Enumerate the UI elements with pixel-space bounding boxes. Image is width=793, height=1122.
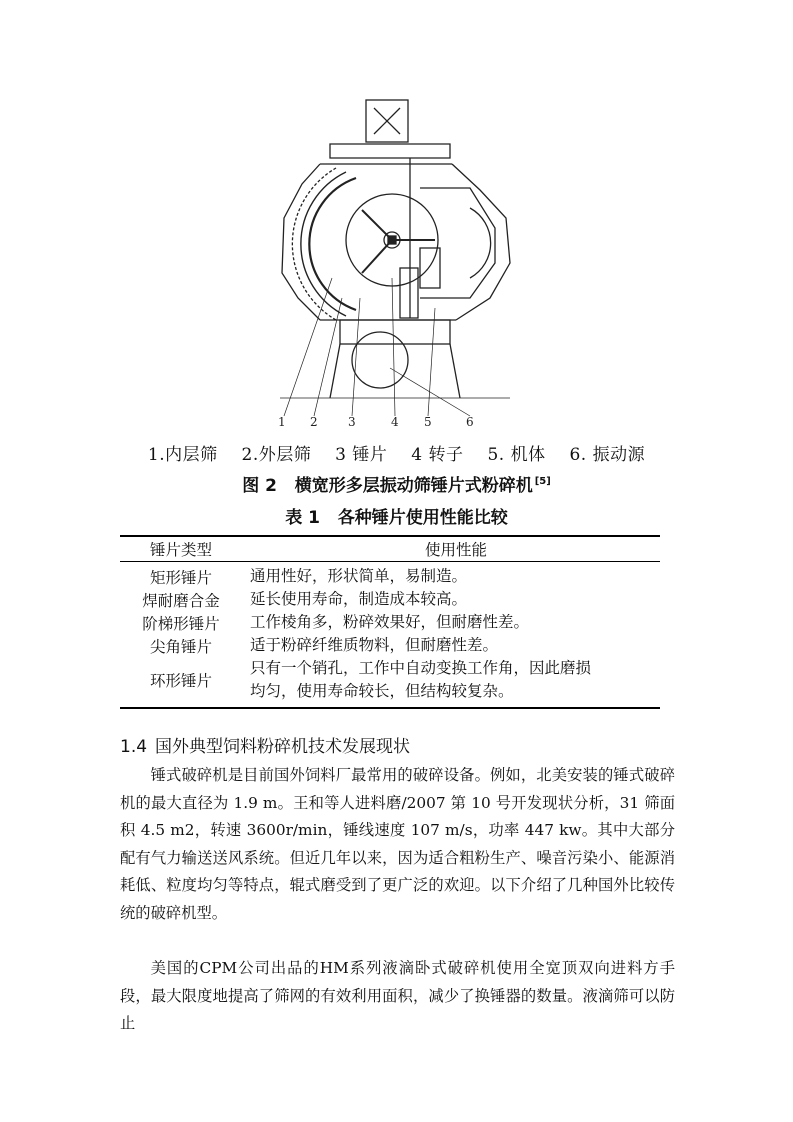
table-row: [120, 611, 660, 634]
figure-caption: [0, 471, 793, 496]
legend-item: 4 转子: [411, 445, 464, 465]
figure-legend: [0, 440, 793, 465]
vibration-source: [352, 332, 408, 388]
outer-screen: [301, 172, 346, 316]
cell-type: 焊耐磨合金: [142, 591, 220, 610]
cell-performance: [242, 657, 660, 708]
legend-item: 6. 振动源: [569, 445, 646, 465]
cell-type: 阶梯形锤片: [142, 614, 220, 633]
table-caption: [0, 503, 793, 528]
figure-caption-title: 横宽形多层振动筛锤片式粉碎机: [294, 476, 533, 496]
body-paragraph: 美国的CPM公司出品的HM系列液滴卧式破碎机使用全宽顶双向进料方手段，最大限度地提高了筛网的有效利用面积，减少了换锤器的数量。液滴筛可以防止: [120, 959, 675, 1032]
cell-type: 环形锤片: [120, 657, 242, 708]
cell-performance: 工作棱角多，粉碎效果好，但耐磨性差。: [250, 613, 530, 631]
hammer-mill-figure: [270, 98, 520, 428]
hammer-mill-drawing: [270, 98, 520, 428]
cell-performance: 通用性好，形状简单，易制造。: [250, 567, 468, 585]
table-header-row: [120, 536, 660, 562]
part-number-6: 6: [466, 415, 474, 428]
cell-performance-line: 只有一个销孔，工作中自动变换工作角，因此磨损: [250, 659, 592, 677]
table-row: [120, 657, 660, 708]
legend-item: 3 锤片: [335, 445, 388, 465]
table-caption-label: 表 1: [285, 508, 320, 528]
section-number: 1.4: [120, 737, 148, 757]
figure-caption-ref: [5]: [534, 476, 551, 487]
cell-performance: 适于粉碎纤维质物料，但耐磨性差。: [250, 636, 499, 654]
part-number-1: 1: [278, 415, 286, 428]
section-heading: [120, 732, 410, 757]
section-title: 国外典型饲料粉碎机技术发展现状: [155, 737, 411, 757]
cell-performance: 延长使用寿命，制造成本较高。: [250, 590, 468, 608]
figure-caption-label: 图 2: [242, 476, 277, 496]
cell-type: 矩形锤片: [149, 568, 212, 587]
table-row: [120, 634, 660, 657]
cell-type: 尖角锤片: [149, 637, 212, 656]
table-caption-title: 各种锤片使用性能比较: [337, 508, 508, 528]
table-row: [120, 562, 660, 589]
body-paragraph: 锤式破碎机是目前国外饲料厂最常用的破碎设备。例如，北美安装的锤式破碎机的最大直径为 1.9 m。王和等人进料磨/2007 第 10 号开发现状分析，31 筛面积 4.5 m2，转速 3600r/min，锤线速度 107 m/s，功率 447 kw。其中大部分配有气力输送送风系统。但近几年以来，因为适合粗粉生产、噪音污染小、能源消耗低、粒度均匀等特点，辊式磨受到了更广泛的欢迎。以下介绍了几种国外比较传统的破碎机型。: [120, 766, 675, 922]
legend-item: 1.内层筛: [147, 445, 218, 465]
cell-performance-line: 均匀，使用寿命较长，但结构较复杂。: [250, 682, 514, 700]
part-number-4: 4: [391, 415, 399, 428]
hammer-performance-table: [120, 535, 660, 709]
legend-item: 5. 机体: [487, 445, 546, 465]
header-type: 锤片类型: [120, 536, 242, 562]
part-number-2: 2: [310, 415, 318, 428]
legend-item: 2.外层筛: [241, 445, 312, 465]
table-row: [120, 588, 660, 611]
part-number-5: 5: [424, 415, 432, 428]
part-number-3: 3: [348, 415, 356, 428]
header-performance: 使用性能: [242, 536, 660, 562]
